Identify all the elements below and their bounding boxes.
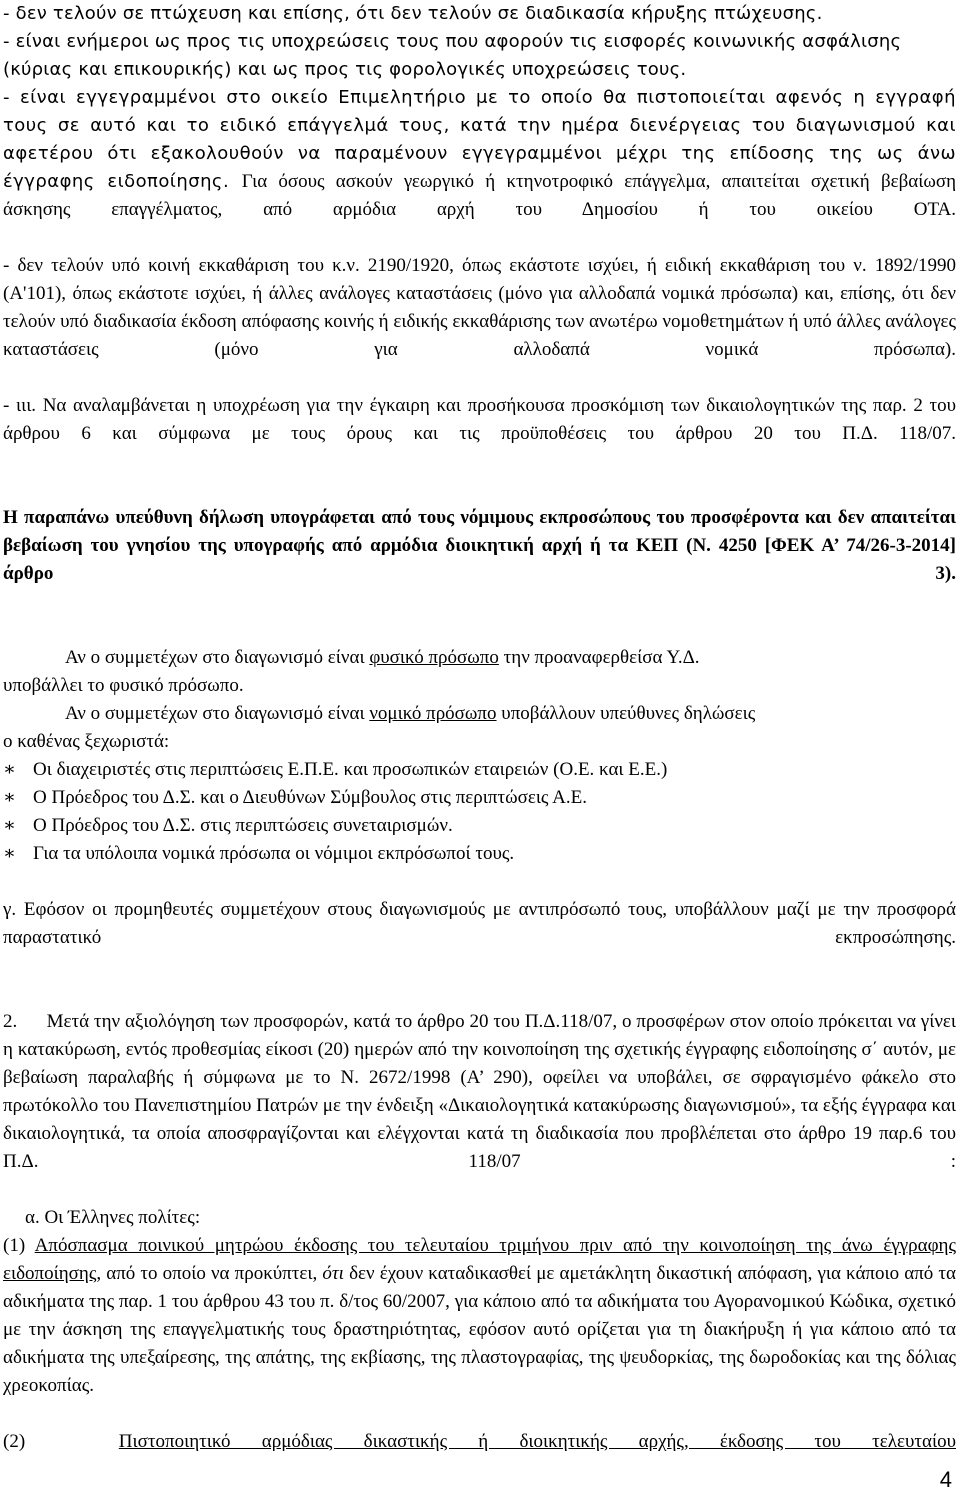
- natural-person-line2: υποβάλλει το φυσικό πρόσωπο.: [3, 675, 244, 696]
- page-number: 4: [939, 1467, 952, 1492]
- bullet-item: ∗ Οι διαχειριστές στις περιπτώσεις Ε.Π.Ε. και προσωπικών εταιρειών (Ο.Ε. και Ε.Ε.): [3, 756, 956, 784]
- criminal-record-title: Απόσπασμα ποινικού μητρώου έκδοσης του τελευταίου τριμήνου πριν από την κοινοποίηση της άνω έγγραφης ειδοποίησης: [3, 1235, 956, 1284]
- condition-chamber-registration: - είναι εγγεγραμμένοι στο οικείο Επιμελητήριο με το οποίο θα πιστοποιείται αφενός η εγγραφή τους σε αυτό και το ειδικό επάγγελμά τους, κατά την ημέρα διενέργειας του διαγωνισμού και αφετέρου ότι εξακολουθούν να παραμένουν εγγεγραμμένοι μέχρι της επίδοσης της ως άνω έγγραφης ειδοποίησης. Για όσους ασκούν γεωργικό ή κτηνοτροφικό επάγγελμα, απαιτείται σχετική βεβαίωση άσκησης επαγγέλματος, από αρμόδια αρχή του Δημοσίου ή του οικείου ΟΤΑ.: [3, 87, 957, 220]
- asterisk-bullet-icon: ∗: [3, 815, 16, 836]
- greek-citizens-heading: α. Οι Έλληνες πολίτες:: [25, 1207, 201, 1228]
- section-2-paragraph: 2. Μετά την αξιολόγηση των προσφορών, κατά το άρθρο 20 του Π.Δ.118/07, ο προσφέρων στον οποίο πρόκειται να γίνει η κατακύρωση, εντός προθεσμίας είκοσι (20) ημερών από την κοινοποίηση της σχετικής έγγραφης ειδοποίησης σ΄ αυτόν, με βεβαίωση παραλαβής ή σύμφωνα με το Ν. 2672/1998 (Α’ 290), οφείλει να υποβάλει, σε σφραγισμένο φάκελο στο πρωτόκολλο του Πανεπιστημίου Πατρών με την ένδειξη «Δικαιολογητικά κατακύρωσης διαγωνισμού», τα εξής έγγραφα και δικαιολογητικά, τα οποία αποσφραγίζονται και ελέγχονται κατά τη διαδικασία που προβλέπεται στο άρθρο 19 παρ.6 του Π.Δ. 118/07 :: [3, 1011, 956, 1172]
- asterisk-bullet-icon: ∗: [3, 787, 16, 808]
- natural-person-term: φυσικό πρόσωπο: [369, 647, 499, 668]
- legal-person-line2: ο καθένας ξεχωριστά:: [3, 731, 170, 752]
- bullet-item: ∗ Για τα υπόλοιπα νομικά πρόσωπα οι νόμιμοι εκπρόσωποί τους.: [3, 840, 956, 868]
- asterisk-bullet-icon: ∗: [3, 843, 16, 864]
- spacer: [3, 980, 956, 1008]
- condition-liquidation: - δεν τελούν υπό κοινή εκκαθάριση του κ.ν. 2190/1920, όπως εκάστοτε ισχύει, ή ειδική εκκαθάριση του ν. 1892/1990 (Α'101), όπως εκάστοτε ισχύει, ή άλλες ανάλογες καταστάσεις (μόνο για αλλοδαπά νομικά πρόσωπα) και, επίσης, ότι δεν τελούν υπό διαδικασία έκδοση απόφασης κοινής ή ειδικής εκκαθάρισης των ανωτέρω νομοθετημάτων ή υπό άλλες ανάλογες καταστάσεις (μόνο για αλλοδαπά νομικά πρόσωπα).: [3, 255, 956, 360]
- condition-social-security: - είναι ενήμεροι ως προς τις υποχρεώσεις τους που αφορούν τις εισφορές κοινωνικής ασφάλισης: [3, 31, 902, 52]
- legal-person-term: νομικό πρόσωπο: [369, 703, 497, 724]
- asterisk-bullet-icon: ∗: [3, 759, 16, 780]
- signature-note: Η παραπάνω υπεύθυνη δήλωση υπογράφεται από τους νόμιμους εκπροσώπους του προσφέροντα και δεν απαιτείται βεβαίωση του γνησίου της υπογραφής από αρμόδια διοικητική αρχή ή τα ΚΕΠ (Ν. 4250 [ΦΕΚ Α’ 74/26-3-2014] άρθρο 3).: [3, 507, 956, 584]
- section-2-number: 2.: [3, 1011, 18, 1032]
- spacer: [3, 868, 956, 896]
- representative-paragraph: γ. Εφόσον οι προμηθευτές συμμετέχουν στους διαγωνισμούς με αντιπρόσωπό τους, υποβάλλουν μαζί με την προσφορά παραστατικό εκπροσώπησης.: [3, 899, 956, 948]
- bullet-item: ∗ Ο Πρόεδρος του Δ.Σ. στις περιπτώσεις συνεταιρισμών.: [3, 812, 956, 840]
- legal-person-paragraph: Αν ο συμμετέχων στο διαγωνισμό είναι νομικό πρόσωπο υποβάλλουν υπεύθυνες δηλώσεις: [65, 703, 756, 724]
- condition-social-security-cont: (κύριας και επικουρικής) και ως προς τις φορολογικές υποχρεώσεις τους.: [3, 59, 687, 80]
- certificate-item: (2) Πιστοποιητικό αρμόδιας δικαστικής ή διοικητικής αρχής, έκδοσης του τελευταίου: [3, 1431, 956, 1452]
- natural-person-paragraph: Αν ο συμμετέχων στο διαγωνισμό είναι φυσικό πρόσωπο την προαναφερθείσα Υ.Δ.: [65, 647, 700, 668]
- condition-obligation-iii: - ιιι. Να αναλαμβάνεται η υποχρέωση για την έγκαιρη και προσήκουσα προσκόμιση των δικαιολογητικών της παρ. 2 του άρθρου 6 και σύμφωνα με τους όρους και τις προϋποθέσεις του άρθρου 20 του Π.Δ. 118/07.: [3, 395, 956, 444]
- criminal-record-item: (1) Απόσπασμα ποινικού μητρώου έκδοσης του τελευταίου τριμήνου πριν από την κοινοποίηση της άνω έγγραφης ειδοποίησης, από το οποίο να προκύπτει, ότι δεν έχουν καταδικασθεί με αμετάκλητη δικαστική απόφαση, για κάποιο από τα αδικήματα της παρ. 1 του άρθρου 43 του π. δ/τος 60/2007, για κάποιο από τα αδικήματα του Αγορανομικού Κώδικα, σχετικό με την άσκηση της επαγγελματικής τους δραστηριότητας, εφόσον αυτό ορίζεται για τη διακήρυξη ή για κάποιο από τα αδικήματα της υπεξαίρεσης, της απάτης, της εκβίασης, της πλαστογραφίας, της ψευδορκίας, της δωροδοκίας και της δόλιας χρεοκοπίας.: [3, 1235, 956, 1396]
- bullet-item: ∗ Ο Πρόεδρος του Δ.Σ. και ο Διευθύνων Σύμβουλος στις περιπτώσεις Α.Ε.: [3, 784, 956, 812]
- spacer: [3, 476, 956, 504]
- condition-not-bankrupt: - δεν τελούν σε πτώχευση και επίσης, ότι δεν τελούν σε διαδικασία κήρυξης πτώχευσης.: [3, 3, 823, 24]
- spacer: [3, 616, 956, 644]
- agri-certificate: Για όσους ασκούν γεωργικό ή κτηνοτροφικό επάγγελμα, απαιτείται σχετική βεβαίωση άσκησης επαγγέλματος, από αρμόδια αρχή του Δημοσίου ή του οικείου ΟΤΑ.: [3, 171, 957, 220]
- certificate-title: Πιστοποιητικό αρμόδιας δικαστικής ή διοικητικής αρχής, έκδοσης του τελευταίου: [118, 1431, 956, 1452]
